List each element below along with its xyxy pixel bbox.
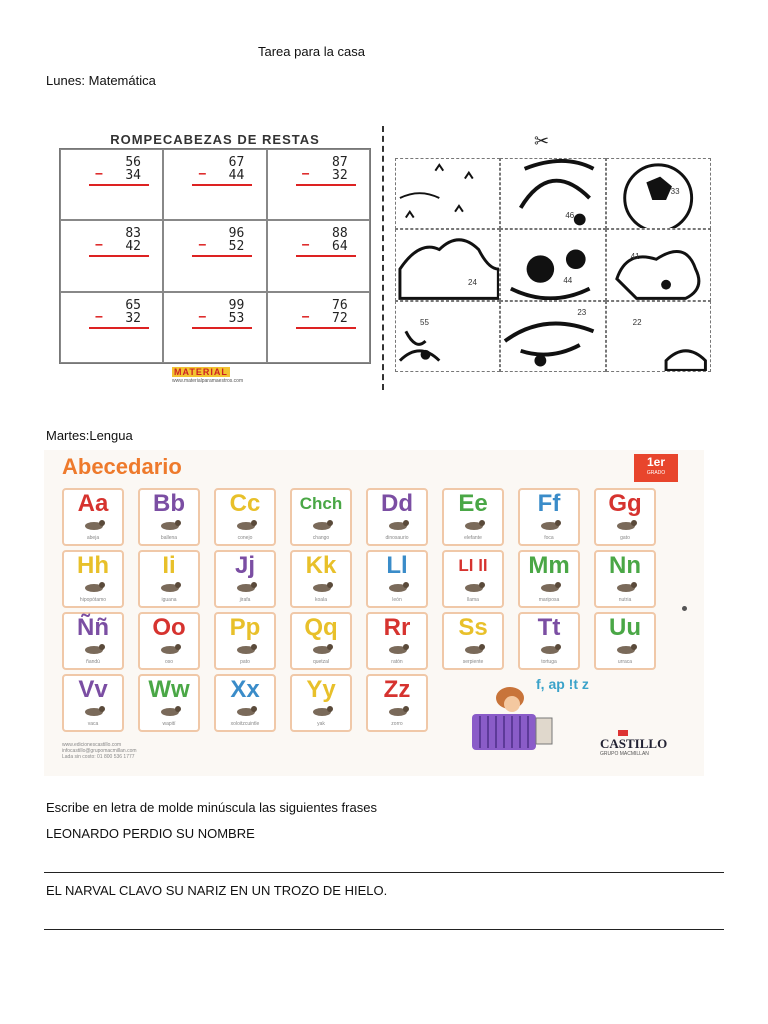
- subtraction-cell: [163, 292, 266, 363]
- minuend: 56: [125, 155, 141, 170]
- card-word: pato: [240, 659, 250, 665]
- subtraction-operation: [192, 156, 252, 186]
- subtraction-cell: [60, 292, 163, 363]
- alphabet-card: [290, 674, 352, 732]
- minuend: 65: [125, 297, 141, 313]
- card-letters: Rr: [383, 614, 411, 641]
- animal-picture: [310, 518, 334, 532]
- card-word: ñandú: [86, 659, 100, 665]
- card-letters: Kk: [305, 552, 337, 579]
- alphabet-card: [366, 674, 428, 732]
- alphabet-card: [290, 488, 352, 546]
- subtrahend: 42: [125, 239, 141, 255]
- minus-sign: −: [301, 167, 310, 182]
- puzzle-piece: [606, 301, 711, 372]
- alphabet-card: [62, 550, 124, 608]
- document-title: Tarea para la casa: [258, 44, 365, 59]
- puzzle-piece: [395, 158, 500, 229]
- minuend: 67: [228, 155, 245, 170]
- animal-picture: [234, 580, 258, 594]
- result-line: [89, 327, 149, 329]
- card-letters: Ll ll: [458, 556, 488, 575]
- card-letters: Ff: [537, 490, 561, 517]
- card-letters: Oo: [152, 614, 186, 641]
- subtraction-cell: [163, 149, 266, 220]
- contact-line: Lada sin costo: 01 800 536 1777: [62, 754, 135, 760]
- alphabet-card: [138, 612, 200, 670]
- publisher-contact: [62, 742, 137, 760]
- subtraction-operation: [192, 299, 252, 329]
- girl-accordion-illustration: [458, 684, 558, 756]
- subtrahend: 53: [228, 310, 245, 326]
- alphabet-card: [442, 612, 504, 670]
- subtrahend: 64: [332, 239, 348, 255]
- contact-line: infocastillo@grupomacmillan.com: [62, 748, 137, 754]
- card-word: serpiente: [462, 659, 484, 665]
- card-word: mariposa: [538, 597, 560, 603]
- publisher-logo: CASTILLO: [600, 736, 668, 751]
- grade-label: 1er: [646, 455, 666, 469]
- result-line: [296, 255, 356, 257]
- piece-number: 24: [468, 278, 477, 288]
- card-letters: Nn: [609, 552, 641, 579]
- card-letters: Aa: [77, 490, 109, 517]
- puzzle-piece: [500, 158, 605, 229]
- alphabet-card: [442, 488, 504, 546]
- scissors-icon: ✂: [534, 131, 550, 151]
- card-word: ballena: [160, 535, 178, 541]
- minus-sign: −: [95, 167, 103, 182]
- piece-drawing: [501, 159, 604, 228]
- subtraction-cell: [267, 220, 370, 291]
- minuend: 96: [228, 226, 245, 242]
- minus-sign: −: [301, 309, 310, 325]
- result-line: [192, 255, 252, 257]
- alphabet-card: [442, 550, 504, 608]
- minuend: 76: [332, 297, 348, 313]
- card-word: elefante: [464, 535, 482, 541]
- result-line: [296, 327, 356, 329]
- puzzle-piece: [500, 229, 605, 300]
- piece-number: 55: [420, 317, 429, 327]
- card-letters: Yy: [306, 676, 336, 703]
- card-word: jirafa: [239, 597, 251, 603]
- card-letters: Vv: [78, 676, 108, 703]
- card-letters: Ww: [148, 676, 190, 703]
- subtraction-puzzle-sheet: [58, 128, 372, 386]
- alphabet-card: [62, 674, 124, 732]
- minuend: 88: [332, 226, 348, 242]
- animal-picture: [310, 704, 334, 718]
- piece-drawing: [396, 230, 499, 299]
- piece-number: 44: [563, 276, 573, 286]
- cut-line: [382, 126, 384, 390]
- minus-sign: −: [198, 309, 207, 325]
- card-word: chango: [312, 535, 330, 541]
- alphabet-card: [366, 612, 428, 670]
- card-word: gato: [620, 535, 630, 541]
- subtraction-operation: [296, 156, 356, 186]
- card-word: nutria: [618, 597, 632, 603]
- animal-picture: [614, 580, 638, 594]
- animal-picture: [82, 642, 106, 656]
- result-line: [89, 255, 149, 257]
- animal-picture: [82, 704, 106, 718]
- card-word: yak: [317, 721, 325, 727]
- piece-drawing: [501, 302, 604, 371]
- subtraction-operation: [89, 299, 149, 329]
- card-word: vaca: [87, 721, 99, 727]
- result-line: [89, 184, 149, 186]
- piece-drawing: [607, 159, 710, 228]
- card-letters: Chch: [299, 494, 343, 513]
- alphabet-card: [214, 550, 276, 608]
- card-letters: Hh: [77, 552, 109, 579]
- subtraction-operation: [89, 156, 149, 186]
- grade-badge: [634, 454, 678, 482]
- decorative-letters: f, ap !t z: [536, 676, 589, 692]
- coloring-puzzle-pieces: [395, 158, 711, 372]
- card-letters: Xx: [230, 676, 260, 703]
- card-word: oso: [164, 659, 174, 665]
- puzzle-grid: [59, 148, 371, 364]
- material-logo: [172, 367, 230, 377]
- alphabet-card: [214, 612, 276, 670]
- alphabet-card: [62, 488, 124, 546]
- alphabet-card: [138, 550, 200, 608]
- alphabet-card: [518, 612, 580, 670]
- card-letters: Ññ: [77, 614, 109, 641]
- subtraction-cell: [60, 220, 163, 291]
- alphabet-card: [214, 674, 276, 732]
- card-word: ratón: [391, 659, 403, 665]
- subtraction-operation: [192, 227, 252, 257]
- subtrahend: 34: [125, 168, 141, 183]
- alphabet-card: [366, 488, 428, 546]
- grade-sub: GRADO: [646, 470, 666, 476]
- alphabet-card: [518, 488, 580, 546]
- card-letters: Mm: [528, 552, 570, 579]
- piece-drawing: [396, 302, 499, 371]
- alphabet-chart: [44, 450, 704, 776]
- minuend: 83: [125, 226, 141, 242]
- card-letters: Bb: [153, 490, 185, 517]
- piece-drawing: [607, 302, 710, 371]
- animal-picture: [462, 642, 486, 656]
- minus-sign: −: [198, 167, 207, 182]
- animal-picture: [158, 704, 182, 718]
- sentence-2: EL NARVAL CLAVO SU NARIZ EN UN TROZO DE HIELO.: [46, 883, 388, 898]
- animal-picture: [158, 642, 182, 656]
- dot-mark: [682, 606, 687, 611]
- animal-picture: [386, 518, 410, 532]
- animal-picture: [234, 642, 258, 656]
- animal-picture: [386, 642, 410, 656]
- contact-line: www.edicionescastillo.com: [62, 742, 122, 748]
- card-letters: Dd: [381, 490, 413, 517]
- animal-picture: [462, 580, 486, 594]
- animal-picture: [614, 642, 638, 656]
- subtrahend: 32: [332, 168, 348, 183]
- minus-sign: −: [301, 238, 310, 254]
- alphabet-card: [290, 550, 352, 608]
- card-word: quetzal: [312, 659, 330, 665]
- subtraction-cell: [267, 149, 370, 220]
- card-letters: Zz: [383, 676, 411, 703]
- monday-heading: Lunes: Matemática: [46, 73, 156, 88]
- puzzle-piece: [606, 229, 711, 300]
- card-letters: Ii: [162, 552, 176, 579]
- minus-sign: −: [95, 238, 103, 254]
- animal-picture: [538, 518, 562, 532]
- card-letters: Jj: [234, 552, 255, 579]
- puzzle-piece: [606, 158, 711, 229]
- animal-picture: [234, 518, 258, 532]
- piece-number: 23: [577, 307, 587, 317]
- material-logo-text: MATERIAL: [174, 367, 228, 377]
- subtraction-cell: [267, 292, 370, 363]
- alphabet-card: [594, 550, 656, 608]
- card-letters: Ss: [458, 614, 488, 641]
- card-word: llama: [467, 597, 479, 603]
- card-word: tortuga: [541, 659, 557, 665]
- card-word: iguana: [161, 597, 177, 603]
- piece-number: 41: [630, 252, 640, 262]
- animal-picture: [614, 518, 638, 532]
- piece-number: 33: [670, 187, 680, 196]
- minus-sign: −: [198, 238, 207, 254]
- animal-picture: [310, 642, 334, 656]
- alphabet-card: [138, 674, 200, 732]
- animal-picture: [234, 704, 258, 718]
- result-line: [192, 327, 252, 329]
- piece-drawing: [396, 159, 499, 228]
- piece-drawing: [607, 230, 710, 299]
- puzzle-piece: [395, 301, 500, 372]
- card-word: xoloitzcuintle: [230, 721, 260, 727]
- minuend: 99: [228, 297, 245, 313]
- animal-picture: [386, 704, 410, 718]
- card-word: wapití: [162, 721, 176, 727]
- card-word: abeja: [86, 535, 100, 541]
- piece-number: 22: [632, 317, 642, 327]
- sentence-1: LEONARDO PERDIO SU NOMBRE: [46, 826, 255, 841]
- card-letters: Ee: [458, 490, 488, 517]
- animal-picture: [82, 580, 106, 594]
- animal-picture: [82, 518, 106, 532]
- subtraction-operation: [296, 299, 356, 329]
- tuesday-heading: Martes:Lengua: [46, 428, 133, 443]
- alphabet-card: [366, 550, 428, 608]
- card-letters: Gg: [608, 490, 642, 517]
- card-letters: Qq: [304, 614, 338, 641]
- alphabet-card: [594, 488, 656, 546]
- animal-picture: [462, 518, 486, 532]
- animal-picture: [158, 518, 182, 532]
- alphabet-card: [518, 550, 580, 608]
- piece-drawing: [501, 230, 604, 299]
- minus-sign: −: [95, 309, 103, 325]
- minuend: 87: [332, 155, 348, 170]
- puzzle-piece: [395, 229, 500, 300]
- subtrahend: 44: [228, 168, 245, 183]
- animal-picture: [386, 580, 410, 594]
- alphabet-card: [214, 488, 276, 546]
- animal-picture: [538, 642, 562, 656]
- card-word: dinosaurio: [385, 535, 409, 541]
- card-word: zorro: [391, 721, 403, 727]
- alphabet-card: [138, 488, 200, 546]
- alphabet-card: [62, 612, 124, 670]
- animal-picture: [310, 580, 334, 594]
- subtraction-cell: [163, 220, 266, 291]
- card-word: hipopótamo: [79, 597, 107, 603]
- subtrahend: 52: [228, 239, 245, 255]
- animal-picture: [158, 580, 182, 594]
- alphabet-card: [594, 612, 656, 670]
- piece-number: 46: [565, 211, 575, 220]
- animal-picture: [538, 580, 562, 594]
- subtrahend: 72: [332, 310, 348, 326]
- card-word: león: [392, 597, 402, 603]
- puzzle-piece: [500, 301, 605, 372]
- puzzle-title: ROMPECABEZAS DE RESTAS: [110, 132, 320, 147]
- answer-line[interactable]: [44, 872, 724, 873]
- writing-instruction: Escribe en letra de molde minúscula las siguientes frases: [46, 800, 377, 815]
- card-letters: Cc: [229, 490, 261, 517]
- card-word: koala: [315, 597, 327, 603]
- card-letters: Pp: [229, 614, 261, 641]
- material-logo-url: www.materialparamaestros.com: [172, 378, 244, 384]
- answer-line[interactable]: [44, 929, 724, 930]
- alphabet-title: Abecedario: [62, 454, 182, 479]
- subtraction-operation: [89, 227, 149, 257]
- result-line: [296, 184, 356, 186]
- card-letters: Ll: [386, 552, 408, 579]
- subtraction-cell: [60, 149, 163, 220]
- subtraction-operation: [296, 227, 356, 257]
- subtrahend: 32: [125, 310, 141, 326]
- card-word: foca: [544, 535, 554, 541]
- card-word: urraca: [617, 659, 633, 665]
- publisher-subtitle: GRUPO MACMILLAN: [600, 751, 649, 757]
- result-line: [192, 184, 252, 186]
- card-word: conejo: [237, 535, 253, 541]
- card-letters: Tt: [537, 614, 561, 641]
- card-letters: Uu: [609, 614, 641, 641]
- alphabet-card: [290, 612, 352, 670]
